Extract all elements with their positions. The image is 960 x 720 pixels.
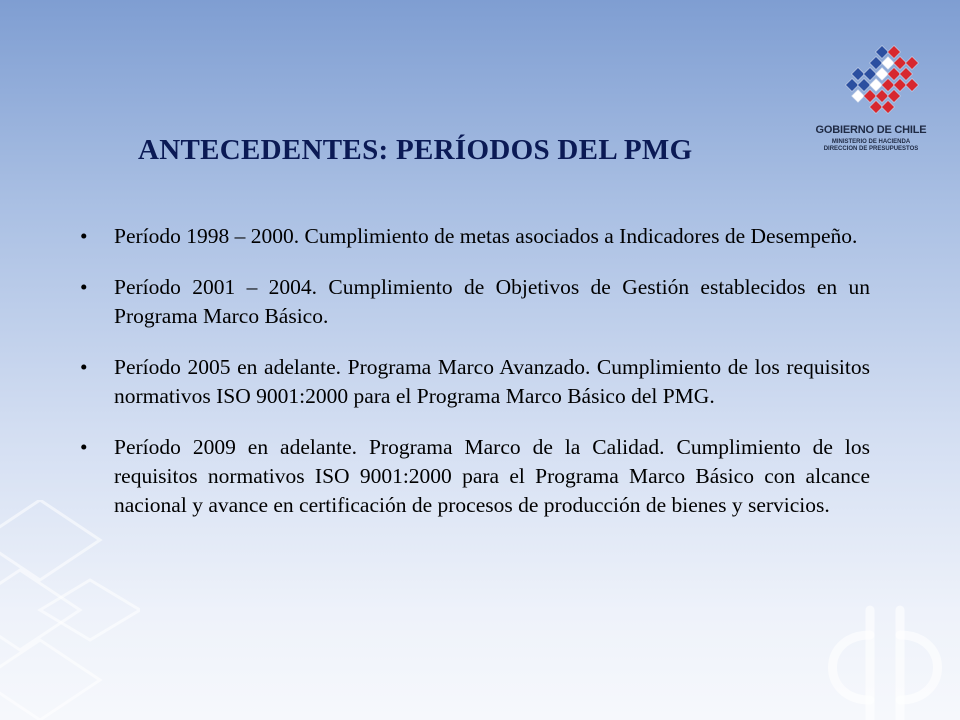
logo-tile [864,90,877,103]
logo-tile [876,68,889,81]
logo-tile [876,46,889,59]
logo-tile [852,68,865,81]
bullet-list [80,222,870,542]
logo-tile [894,57,907,70]
slide-title: ANTECEDENTES: PERÍODOS DEL PMG [138,134,693,166]
logo-tile [870,101,883,114]
bullet-icon: • [80,355,88,379]
logo-tile [882,79,895,92]
bullet-text: Período 2001 – 2004. Cumplimiento de Objetivos de Gestión establecidos en un Programa Marco Básico. [114,275,870,328]
bullet-icon: • [80,224,88,248]
logo-department: DIRECCION DE PRESUPUESTOS [823,146,919,152]
logo-tile [846,79,859,92]
bullet-item [80,273,870,331]
logo-ministry: MINISTERIO DE HACIENDA [831,139,911,145]
logo-tile [870,57,883,70]
bullet-icon: • [80,275,88,299]
logo-tile [882,57,895,70]
dollar-emblem-watermark [800,590,960,720]
logo-tile [888,90,901,103]
logo-tile [870,79,883,92]
bullet-icon: • [80,435,88,459]
bullet-text: Período 2005 en adelante. Programa Marco Avanzado. Cumplimiento de los requisitos normativos ISO 9001:2000 para el Programa Marco Básico del PMG. [114,355,870,408]
logo-tile [888,46,901,59]
logo-tile [888,68,901,81]
gobierno-de-chile-logo [806,44,936,164]
logo-tile [864,68,877,81]
logo-mark-icon [824,44,920,122]
bullet-text: Período 2009 en adelante. Programa Marco de la Calidad. Cumplimiento de los requisitos normativos ISO 9001:2000 para el Programa Marco Básico con alcance nacional y avance en certificación de procesos de producción de bienes y servicios. [114,435,870,517]
logo-tile [882,101,895,114]
bullet-item [80,353,870,411]
logo-tile [906,79,919,92]
logo-tile [858,79,871,92]
bullet-item [80,433,870,520]
bullet-text: Período 1998 – 2000. Cumplimiento de metas asociados a Indicadores de Desempeño. [114,224,858,248]
logo-tile [906,57,919,70]
logo-tile [876,90,889,103]
logo-tile [894,79,907,92]
logo-title: GOBIERNO DE CHILE [815,124,927,136]
bullet-item [80,222,870,251]
logo-tile [900,68,913,81]
logo-tile [852,90,865,103]
